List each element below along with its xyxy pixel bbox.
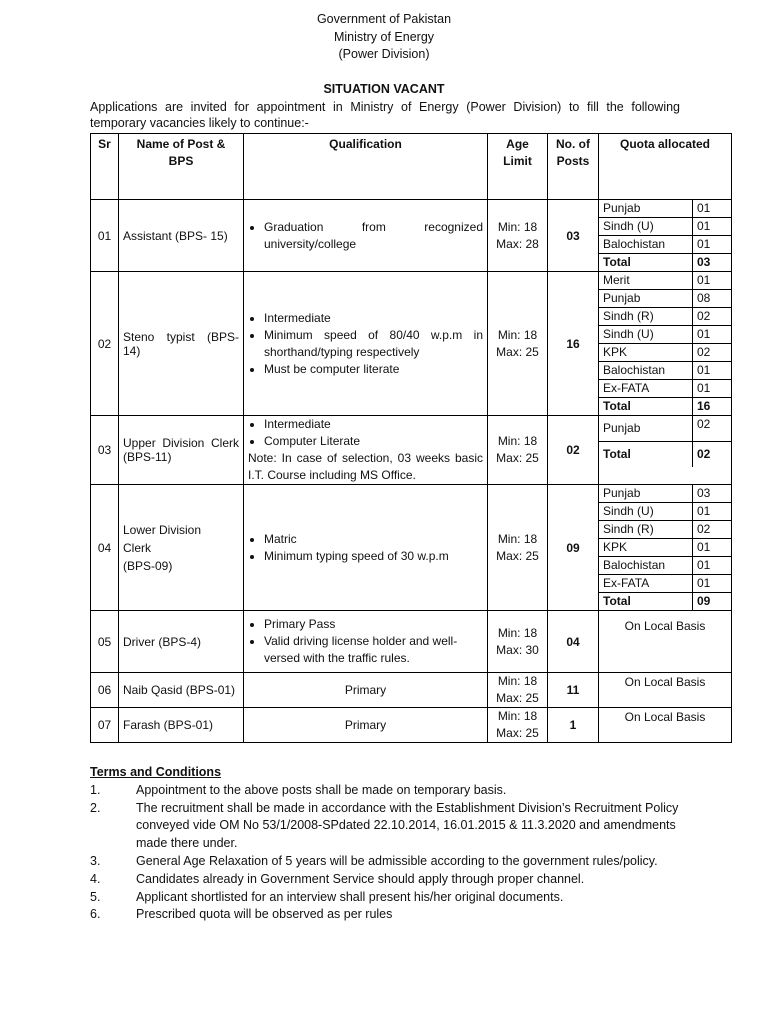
- ministry-line: Ministry of Energy: [333, 30, 435, 44]
- quota-total-label: Total: [603, 447, 631, 461]
- quota-table: [599, 485, 731, 610]
- quota-region: Sindh (U): [599, 326, 693, 344]
- row-quota: [599, 485, 732, 611]
- age-max: Max: 28: [496, 236, 539, 251]
- age-min: Min: 18: [497, 327, 538, 342]
- quota-region: Sindh (R): [599, 308, 693, 326]
- term-text: General Age Relaxation of 5 years will be admissible according to the government rules/policy.: [136, 853, 658, 868]
- qualification-item: • Minimum speed of 80/40 w.p.m in shorthand/typing respectively: [264, 327, 483, 361]
- govt-line: Government of Pakistan: [316, 12, 452, 26]
- row-post-name: Upper Division Clerk (BPS-11): [119, 416, 244, 485]
- table-row: [91, 272, 732, 416]
- row-sr: 01: [91, 200, 119, 272]
- row-posts: 02: [548, 416, 599, 485]
- row-sr: 06: [91, 673, 119, 708]
- row-posts: 1: [548, 708, 599, 743]
- header-posts: No. of Posts: [548, 134, 599, 200]
- quota-region: Punjab: [599, 200, 693, 218]
- quota-region: Sindh (U): [599, 503, 693, 521]
- row-quota: [599, 200, 732, 272]
- quota-row: [599, 200, 731, 218]
- age-min: Min: 18: [497, 531, 538, 546]
- age-min: Min: 18: [497, 434, 538, 448]
- row-sr: 04: [91, 485, 119, 611]
- row-qualification: Primary: [244, 673, 488, 708]
- quota-row: [599, 344, 731, 362]
- row-qualification: [244, 416, 488, 485]
- quota-region: Punjab: [599, 485, 693, 503]
- table-row: [91, 416, 732, 485]
- row-post-name: Naib Qasid (BPS-01): [119, 673, 244, 708]
- term-item: [90, 889, 690, 907]
- quota-row: [599, 503, 731, 521]
- row-posts: 04: [548, 611, 599, 673]
- row-posts: 03: [548, 200, 599, 272]
- term-number: 6.: [90, 907, 101, 922]
- age-max: Max: 30: [496, 642, 539, 657]
- quota-row: [599, 557, 731, 575]
- table-row: [91, 673, 732, 708]
- row-posts: 11: [548, 673, 599, 708]
- quota-total-count: 03: [693, 254, 732, 272]
- quota-region: Merit: [599, 272, 693, 290]
- post-name-line: (BPS-09): [123, 558, 173, 573]
- row-sr: 07: [91, 708, 119, 743]
- term-number: 4.: [90, 871, 101, 886]
- quota-count: 01: [693, 200, 732, 218]
- term-number: 2.: [90, 800, 101, 815]
- table-row: [91, 611, 732, 673]
- row-post-name: Farash (BPS-01): [119, 708, 244, 743]
- age-min: Min: 18: [497, 709, 538, 723]
- quota-total-row: [599, 442, 731, 468]
- quota-region: Ex-FATA: [599, 575, 693, 593]
- row-sr: 05: [91, 611, 119, 673]
- quota-row: [599, 290, 731, 308]
- term-item: [90, 782, 690, 800]
- post-name-line: Lower Division: [123, 522, 202, 537]
- qualification-item: • Primary Pass: [264, 616, 483, 633]
- quota-total-row: [599, 254, 731, 272]
- row-post-name: Steno typist (BPS- 14): [119, 272, 244, 416]
- row-age: [488, 416, 548, 485]
- quota-total-row: [599, 398, 731, 416]
- row-quota: [599, 416, 732, 485]
- age-max: Max: 25: [496, 451, 539, 465]
- term-item: [90, 853, 690, 871]
- row-qualification: [244, 485, 488, 611]
- term-number: 3.: [90, 853, 101, 868]
- quota-table: [599, 416, 731, 467]
- row-posts: 09: [548, 485, 599, 611]
- row-sr: 02: [91, 272, 119, 416]
- quota-row: [599, 326, 731, 344]
- row-age: [488, 708, 548, 743]
- quota-row: [599, 236, 731, 254]
- quota-region: Balochistan: [599, 362, 693, 380]
- row-age: [488, 200, 548, 272]
- quota-count: 01: [693, 218, 732, 236]
- quota-region: Balochistan: [599, 236, 693, 254]
- quota-count: 02: [693, 416, 732, 442]
- quota-region: Balochistan: [599, 557, 693, 575]
- header-quota: Quota allocated: [599, 134, 732, 200]
- row-qualification: [244, 272, 488, 416]
- table-header-row: [91, 134, 732, 200]
- row-quota: On Local Basis: [599, 673, 732, 708]
- quota-total-count: 02: [693, 442, 732, 468]
- quota-total-count: 09: [693, 593, 732, 611]
- table-row: [91, 485, 732, 611]
- row-quota: [599, 272, 732, 416]
- quota-region: Ex-FATA: [599, 380, 693, 398]
- terms-section: [90, 764, 690, 924]
- quota-count: 02: [693, 521, 732, 539]
- term-text: Appointment to the above posts shall be made on temporary basis.: [136, 782, 507, 797]
- quota-row: [599, 308, 731, 326]
- quota-total-row: [599, 593, 731, 611]
- header-division: [0, 47, 768, 61]
- title-text: SITUATION VACANT: [323, 82, 445, 96]
- vacancy-table: [90, 133, 732, 743]
- quota-row: [599, 380, 731, 398]
- quota-count: 01: [693, 575, 732, 593]
- qualification-item: • Graduation from recognized university/college: [264, 219, 483, 253]
- quota-table: [599, 200, 731, 271]
- row-qualification: Primary: [244, 708, 488, 743]
- header-ministry: [0, 30, 768, 44]
- quota-total-label: Total: [603, 255, 631, 269]
- header-government: [0, 12, 768, 26]
- quota-table: [599, 272, 731, 415]
- term-text: Candidates already in Government Service should apply through proper channel.: [136, 871, 585, 886]
- quota-count: 01: [693, 539, 732, 557]
- row-qualification: [244, 200, 488, 272]
- row-posts: 16: [548, 272, 599, 416]
- row-age: [488, 272, 548, 416]
- quota-row: [599, 539, 731, 557]
- age-max: Max: 25: [496, 344, 539, 359]
- qualification-item: • Intermediate: [264, 416, 483, 433]
- quota-count: 01: [693, 557, 732, 575]
- qualification-item: • Valid driving license holder and well-versed with the traffic rules.: [264, 633, 483, 667]
- qualification-item: • Minimum typing speed of 30 w.p.m: [264, 548, 483, 565]
- term-number: 1.: [90, 782, 101, 797]
- header-qualification: Qualification: [244, 134, 488, 200]
- quota-count: 02: [693, 308, 732, 326]
- qualification-item: • Matric: [264, 531, 483, 548]
- row-quota: On Local Basis: [599, 708, 732, 743]
- term-item: [90, 800, 690, 853]
- table-row: [91, 708, 732, 743]
- row-quota: On Local Basis: [599, 611, 732, 673]
- quota-count: 01: [693, 326, 732, 344]
- term-text: Prescribed quota will be observed as per rules: [136, 907, 393, 922]
- quota-region: KPK: [599, 344, 693, 362]
- row-age: [488, 485, 548, 611]
- quota-row: [599, 575, 731, 593]
- division-line: (Power Division): [338, 47, 430, 61]
- age-min: Min: 18: [497, 674, 538, 688]
- quota-row: [599, 218, 731, 236]
- quota-total-label: Total: [603, 399, 631, 413]
- table-row: [91, 200, 732, 272]
- terms-title: Terms and Conditions: [90, 765, 222, 779]
- age-max: Max: 25: [496, 691, 539, 705]
- quota-count: 01: [693, 236, 732, 254]
- quota-count: 01: [693, 380, 732, 398]
- qualification-item: • Intermediate: [264, 310, 483, 327]
- quota-row: [599, 272, 731, 290]
- quota-region: Sindh (U): [599, 218, 693, 236]
- quota-total-label: Total: [603, 594, 631, 608]
- quota-count: 08: [693, 290, 732, 308]
- qualification-item: • Must be computer literate: [264, 361, 483, 378]
- quota-region: Punjab: [599, 416, 693, 442]
- quota-count: 01: [693, 503, 732, 521]
- term-item: [90, 906, 690, 924]
- term-text: Applicant shortlisted for an interview shall present his/her original documents.: [136, 889, 564, 904]
- qualification-item: • Computer Literate: [264, 433, 483, 450]
- term-number: 5.: [90, 889, 101, 904]
- row-post-name: [119, 485, 244, 611]
- row-post-name: Driver (BPS-4): [119, 611, 244, 673]
- quota-region: Sindh (R): [599, 521, 693, 539]
- term-text: The recruitment shall be made in accordance with the Establishment Division’s Recruitment Policy conveyed vide OM No 53/1/2008-SPdated 22.10.2014, 16.01.2015 & 11.3.2020 and amendments made there under.: [136, 800, 679, 851]
- quota-row: [599, 485, 731, 503]
- header-name: Name of Post & BPS: [119, 134, 244, 200]
- quota-region: Punjab: [599, 290, 693, 308]
- row-qualification: [244, 611, 488, 673]
- row-sr: 03: [91, 416, 119, 485]
- age-min: Min: 18: [497, 625, 538, 640]
- age-max: Max: 25: [496, 548, 539, 563]
- intro-paragraph: Applications are invited for appointment in Ministry of Energy (Power Division) to fill the following temporary vacancies likely to continue:-: [90, 100, 680, 130]
- quota-count: 01: [693, 362, 732, 380]
- post-name-line: Clerk: [123, 540, 152, 555]
- quota-count: 03: [693, 485, 732, 503]
- quota-row: [599, 362, 731, 380]
- quota-count: 01: [693, 272, 732, 290]
- age-max: Max: 25: [496, 726, 539, 740]
- term-item: [90, 871, 690, 889]
- quota-total-count: 16: [693, 398, 732, 416]
- row-post-name: Assistant (BPS- 15): [119, 200, 244, 272]
- quota-row: [599, 416, 731, 442]
- age-min: Min: 18: [497, 219, 538, 234]
- quota-row: [599, 521, 731, 539]
- header-sr: Sr: [91, 134, 119, 200]
- header-age: Age Limit: [488, 134, 548, 200]
- row-age: [488, 673, 548, 708]
- quota-region: KPK: [599, 539, 693, 557]
- row-age: [488, 611, 548, 673]
- quota-count: 02: [693, 344, 732, 362]
- qualification-note: Note: In case of selection, 03 weeks basic I.T. Course including MS Office.: [248, 451, 483, 482]
- page-title: [0, 82, 768, 96]
